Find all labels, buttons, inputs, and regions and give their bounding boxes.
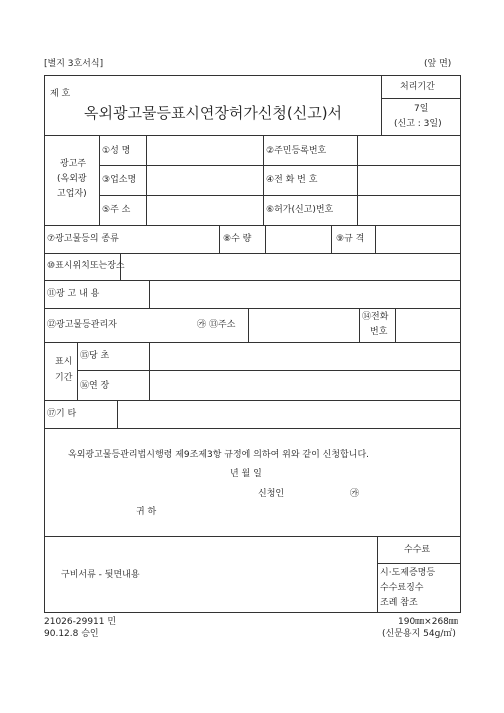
divider-applicant-1 (99, 165, 461, 166)
resident-number-label: ②주민등록번호 (266, 146, 327, 156)
fee-line-2: 수수료징수 (380, 583, 424, 593)
divider-row-kind-bottom (44, 253, 461, 254)
divider-period-bottom (44, 400, 461, 401)
form-title: 옥외광고물등표시연장허가신청(신고)서 (84, 104, 343, 122)
divider-kind-b (265, 225, 266, 253)
divider-kind-d (375, 225, 376, 253)
divider-manager-b (359, 308, 360, 342)
applicant-group-label-1: 광고주 (60, 159, 87, 169)
divider-row-content (44, 308, 461, 309)
declaration-statement: 옥외광고물등관리법시행령 제9조제3항 규정에 의하여 위와 같이 신청합니다. (68, 450, 369, 460)
divider-row-other (44, 428, 461, 429)
divider-other (117, 400, 118, 428)
fee-line-1: 시·도제증명등 (380, 568, 436, 578)
divider-period-value (149, 342, 150, 400)
manager-seal-mark: ㉮ (197, 320, 207, 330)
divider-kind-c (331, 225, 332, 253)
manager-phone-label-1: ⑭전화 (362, 312, 389, 322)
divider-period-mid (77, 370, 461, 371)
period-label-1: 표시 (55, 357, 73, 367)
divider-manager-c (395, 308, 396, 342)
divider-applicant-b (263, 135, 264, 225)
processing-report-days: (신고 : 3일) (394, 119, 442, 129)
location-label: ⑩표시위치또는장소 (47, 261, 125, 271)
document-number: 제 호 (50, 89, 71, 99)
divider-processing (381, 75, 382, 135)
size-label: ⑨규 격 (336, 234, 365, 244)
divider-content (149, 280, 150, 308)
fee-line-3: 조례 참조 (380, 598, 418, 608)
manager-label: ⑫광고물등관리자 (47, 320, 117, 330)
ad-kind-label: ⑦광고물등의 종류 (47, 234, 119, 244)
applicant-name-label: ①성 명 (102, 146, 131, 156)
divider-bottom-section (44, 536, 461, 537)
processing-days: 7일 (414, 104, 429, 114)
divider-period-label (77, 342, 78, 400)
period-label-2: 기간 (55, 373, 73, 383)
divider-applicant-c (357, 135, 358, 225)
divider-kind-a (219, 225, 220, 253)
divider-title (44, 135, 461, 136)
applicant-address-label: ⑤주 소 (102, 205, 131, 215)
period-original-label: ⑮당 초 (80, 351, 110, 361)
required-documents: 구비서류 - 뒷면내용 (61, 570, 140, 580)
addressee: 귀 하 (136, 507, 157, 517)
manager-phone-label-2: 번호 (370, 327, 388, 337)
divider-applicant-2 (99, 195, 461, 196)
divider-manager-a (248, 308, 249, 342)
form-code: 21026-29911 민 (44, 617, 117, 627)
divider-applicant-group (99, 135, 100, 225)
other-label: ⑰기 타 (47, 409, 77, 419)
divider-row-manager (44, 342, 461, 343)
phone-number-label: ④전 화 번 호 (266, 175, 318, 185)
applicant-signature-label: 신청인 (258, 489, 285, 499)
page-side-label: (앞 면) (424, 59, 452, 69)
divider-applicant-a (146, 135, 147, 225)
manager-address-label: ⑬주소 (209, 320, 236, 330)
fee-label: 수수료 (404, 545, 431, 555)
paper-type: (신문용지 54g/㎡) (382, 629, 456, 639)
form-number: [별지 3호서식] (44, 59, 104, 69)
applicant-seal-mark: ㉮ (350, 489, 360, 499)
quantity-label: ⑧수 량 (223, 234, 252, 244)
applicant-group-label-3: 고업자) (57, 189, 87, 199)
divider-row-location (44, 280, 461, 281)
divider-row-kind-top (44, 225, 461, 226)
applicant-group-label-2: (옥외광 (57, 174, 87, 184)
divider-processing-label (381, 98, 461, 99)
divider-fee-label (377, 563, 461, 564)
paper-size: 190㎜×268㎜ (398, 617, 458, 627)
declaration-date: 년 월 일 (230, 469, 262, 479)
approval-date: 90.12.8 승인 (44, 629, 99, 639)
ad-content-label: ⑪광 고 내 용 (47, 289, 100, 299)
processing-period-label: 처리기간 (400, 82, 435, 92)
business-name-label: ③업소명 (102, 175, 137, 185)
permit-number-label: ⑥허가(신고)번호 (266, 205, 334, 215)
divider-fee (377, 536, 378, 613)
period-extension-label: ⑯연 장 (80, 381, 110, 391)
